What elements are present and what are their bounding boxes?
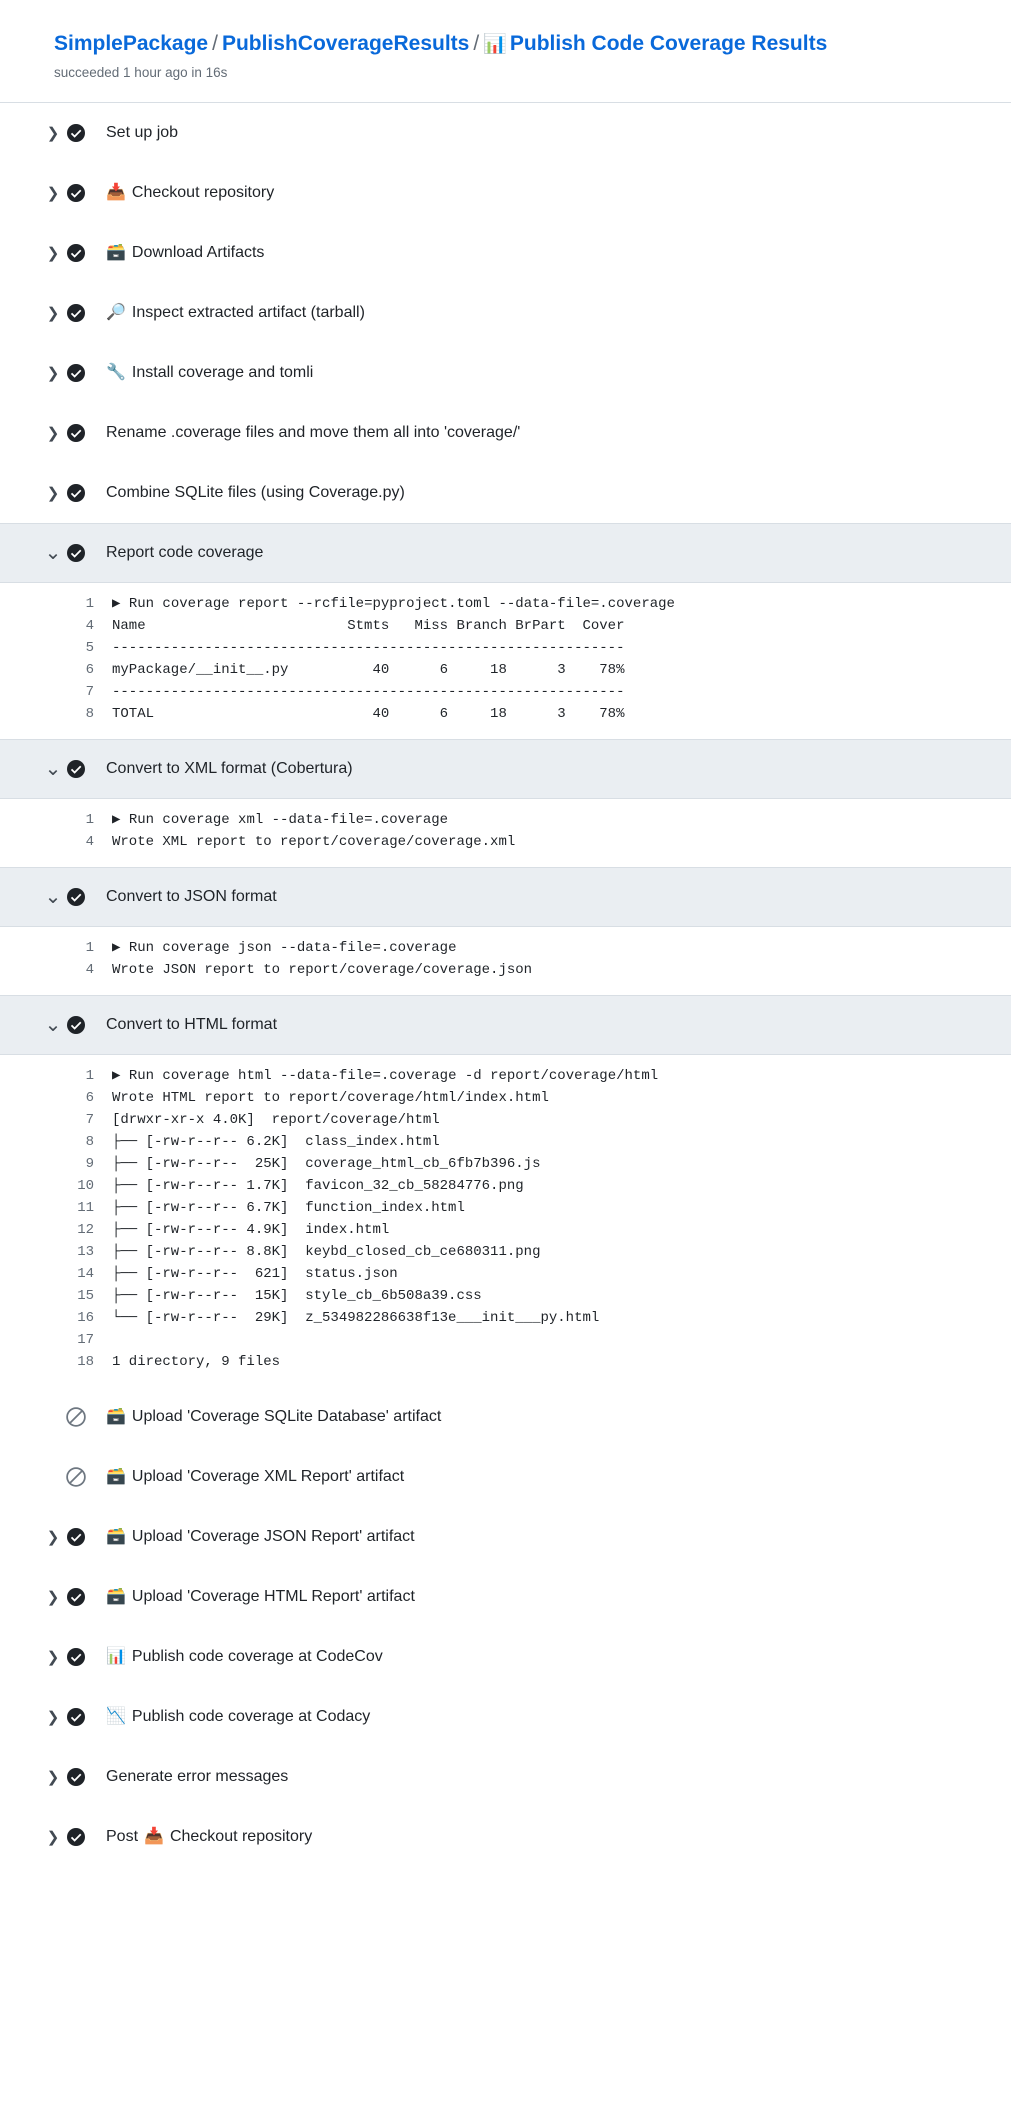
success-check-icon [66, 183, 100, 203]
breadcrumb-separator-2: / [473, 32, 480, 55]
success-check-icon [66, 1527, 100, 1547]
log-line-text: ├── [-rw-r--r-- 8.8K] keybd_closed_cb_ce680311.png [112, 1243, 541, 1260]
log-line-text: Wrote XML report to report/coverage/coverage.xml [112, 833, 516, 850]
log-line [0, 1175, 1011, 1197]
step-label [100, 1828, 312, 1846]
step-label [100, 1708, 370, 1726]
step-label [100, 184, 274, 202]
log-line-number: 12 [77, 1221, 94, 1238]
step-row-convert-to-xml-format-cobertura[interactable] [0, 739, 1011, 799]
step-log-report-code-coverage [0, 583, 1011, 739]
success-check-icon [66, 1015, 100, 1035]
step-name-text: Upload 'Coverage SQLite Database' artifact [131, 1407, 442, 1425]
log-line-text: ------------------------------------------------------------- [112, 639, 625, 656]
log-line [0, 1131, 1011, 1153]
log-line [0, 637, 1011, 659]
log-line-text: myPackage/__init__.py 40 6 18 3 78% [112, 661, 625, 678]
step-emoji-icon: 📊 [106, 1647, 126, 1665]
log-line-number: 1 [85, 1067, 94, 1084]
chevron-right-icon[interactable]: ❯ [46, 1588, 60, 1606]
log-line-number: 6 [85, 661, 94, 678]
step-row-upload-coverage-sqlite-database-artifact[interactable] [0, 1387, 1011, 1447]
step-label [100, 1528, 415, 1546]
step-label [100, 888, 277, 906]
success-check-icon [66, 887, 100, 907]
log-line-number: 13 [77, 1243, 94, 1260]
chevron-right-icon[interactable]: ❯ [46, 424, 60, 442]
success-check-icon [66, 483, 100, 503]
success-check-icon [66, 1827, 100, 1847]
step-name-text: Convert to HTML format [106, 1015, 278, 1033]
chevron-right-icon[interactable]: ❯ [46, 184, 60, 202]
step-label [100, 1588, 415, 1606]
step-name-text: Checkout repository [131, 183, 275, 201]
step-name-text: Inspect extracted artifact (tarball) [131, 303, 365, 321]
log-line-text: ├── [-rw-r--r-- 25K] coverage_html_cb_6fb7b396.js [112, 1155, 541, 1172]
success-check-icon [66, 363, 100, 383]
chevron-right-icon[interactable]: ❯ [46, 1528, 60, 1546]
step-row-publish-code-coverage-at-codacy[interactable] [0, 1687, 1011, 1747]
log-line-number: 4 [85, 617, 94, 634]
chevron-right-icon[interactable]: ❯ [46, 304, 60, 322]
log-line-text: ├── [-rw-r--r-- 6.7K] function_index.html [112, 1199, 465, 1216]
log-line [0, 1351, 1011, 1373]
log-line-number: 8 [85, 705, 94, 722]
log-line [0, 1153, 1011, 1175]
log-line [0, 1219, 1011, 1241]
bar-chart-icon: 📊 [483, 34, 507, 55]
success-check-icon [66, 543, 100, 563]
log-line-number: 1 [85, 939, 94, 956]
log-line-number: 7 [85, 1111, 94, 1128]
log-line-text: ▶ Run coverage html --data-file=.coverage -d report/coverage/html [112, 1067, 659, 1084]
log-line-text: 1 directory, 9 files [112, 1353, 281, 1370]
log-line [0, 593, 1011, 615]
log-line-text: Name Stmts Miss Branch BrPart Cover [112, 617, 625, 634]
log-line [0, 1087, 1011, 1109]
chevron-down-icon[interactable]: ⌄ [44, 542, 62, 565]
step-name-text: Rename .coverage files and move them all into 'coverage/' [106, 423, 521, 441]
breadcrumb [54, 30, 1011, 58]
step-label [100, 760, 353, 778]
step-label [100, 1408, 441, 1426]
step-name-text: Combine SQLite files (using Coverage.py) [106, 483, 405, 501]
step-log-convert-to-json-format [0, 927, 1011, 995]
log-line-number: 7 [85, 683, 94, 700]
step-row-post[interactable] [0, 1807, 1011, 1867]
success-check-icon [66, 243, 100, 263]
log-line [0, 1241, 1011, 1263]
log-line-number: 16 [77, 1309, 94, 1326]
log-line [0, 1065, 1011, 1087]
step-emoji-icon: 🗃️ [106, 1407, 126, 1425]
log-line-number: 1 [85, 595, 94, 612]
job-header [0, 0, 1011, 103]
step-name-text: Set up job [106, 123, 179, 141]
step-row-convert-to-html-format[interactable] [0, 995, 1011, 1055]
step-row-convert-to-json-format[interactable] [0, 867, 1011, 927]
chevron-down-icon[interactable]: ⌄ [44, 1014, 62, 1037]
log-line-number: 4 [85, 833, 94, 850]
log-line [0, 1307, 1011, 1329]
steps-list [0, 103, 1011, 1867]
chevron-right-icon[interactable]: ❯ [46, 1768, 60, 1786]
step-label [100, 544, 263, 562]
log-line [0, 1109, 1011, 1131]
log-line-text: ├── [-rw-r--r-- 15K] style_cb_6b508a39.css [112, 1287, 482, 1304]
log-line [0, 1285, 1011, 1307]
breadcrumb-separator-1: / [212, 32, 218, 55]
success-check-icon [66, 1767, 100, 1787]
skipped-icon [66, 1407, 100, 1427]
step-label [100, 364, 313, 382]
step-row-download-artifacts[interactable] [0, 223, 1011, 283]
success-check-icon [66, 423, 100, 443]
step-emoji-icon: 🗃️ [106, 1467, 126, 1485]
step-row-inspect-extracted-artifact-tarball[interactable] [0, 283, 1011, 343]
log-line-number: 9 [85, 1155, 94, 1172]
step-name-text: Download Artifacts [131, 243, 265, 261]
step-name-text: Upload 'Coverage JSON Report' artifact [131, 1527, 415, 1545]
step-log-convert-to-xml-format-cobertura [0, 799, 1011, 867]
log-line-number: 14 [77, 1265, 94, 1282]
log-line-text: Wrote HTML report to report/coverage/html/index.html [112, 1089, 549, 1106]
success-check-icon [66, 1707, 100, 1727]
step-label [100, 1016, 277, 1034]
log-line-text: [drwxr-xr-x 4.0K] report/coverage/html [112, 1111, 440, 1128]
step-emoji-icon: 🗃️ [106, 243, 126, 261]
log-line-text: ▶ Run coverage xml --data-file=.coverage [112, 811, 449, 828]
log-line-text: ├── [-rw-r--r-- 1.7K] favicon_32_cb_58284776.png [112, 1177, 524, 1194]
chevron-right-icon[interactable]: ❯ [46, 124, 60, 142]
step-row-generate-error-messages[interactable] [0, 1747, 1011, 1807]
chevron-right-icon[interactable]: ❯ [46, 1648, 60, 1666]
step-emoji-icon: 📉 [106, 1707, 126, 1725]
step-emoji-icon: 🗃️ [106, 1587, 126, 1605]
step-label [100, 1468, 404, 1486]
step-name-text: Post [106, 1827, 139, 1845]
step-row-install-coverage-and-tomli[interactable] [0, 343, 1011, 403]
log-line-number: 6 [85, 1089, 94, 1106]
log-line [0, 1197, 1011, 1219]
breadcrumb-job[interactable]: Publish Code Coverage Results [509, 32, 828, 55]
step-emoji-icon: 📥 [106, 183, 126, 201]
step-name-text: Publish code coverage at Codacy [131, 1707, 371, 1725]
chevron-right-icon[interactable]: ❯ [46, 1708, 60, 1726]
step-label [100, 424, 520, 442]
chevron-right-icon[interactable]: ❯ [46, 484, 60, 502]
step-name-text: Convert to XML format (Cobertura) [106, 759, 353, 777]
step-name-text: Install coverage and tomli [131, 363, 314, 381]
step-name-text: Report code coverage [106, 543, 264, 561]
log-line-number: 5 [85, 639, 94, 656]
chevron-right-icon[interactable]: ❯ [46, 244, 60, 262]
log-line [0, 681, 1011, 703]
success-check-icon [66, 1647, 100, 1667]
breadcrumb-workflow[interactable]: PublishCoverageResults [221, 32, 470, 55]
step-label [100, 1768, 288, 1786]
log-line [0, 809, 1011, 831]
step-row-checkout-repository[interactable] [0, 163, 1011, 223]
breadcrumb-repo[interactable]: SimplePackage [54, 32, 209, 55]
log-line-text: TOTAL 40 6 18 3 78% [112, 705, 625, 722]
step-emoji-icon: 🔎 [106, 303, 126, 321]
log-line-number: 10 [77, 1177, 94, 1194]
step-name-text: Convert to JSON format [106, 887, 277, 905]
step-label [100, 244, 264, 262]
step-emoji-icon: 🔧 [106, 363, 126, 381]
step-label [100, 124, 178, 142]
step-name-text: Upload 'Coverage XML Report' artifact [131, 1467, 405, 1485]
step-row-rename-coverage-files-and-move-them-all-into-cov[interactable] [0, 403, 1011, 463]
log-line-text: ▶ Run coverage report --rcfile=pyproject.toml --data-file=.coverage [112, 595, 675, 612]
log-line [0, 1329, 1011, 1351]
skipped-icon [66, 1467, 100, 1487]
log-line-text: ├── [-rw-r--r-- 6.2K] class_index.html [112, 1133, 440, 1150]
step-log-convert-to-html-format [0, 1055, 1011, 1387]
chevron-down-icon[interactable]: ⌄ [44, 886, 62, 909]
log-line [0, 831, 1011, 853]
step-suffix-text: Checkout repository [169, 1827, 313, 1845]
chevron-down-icon[interactable]: ⌄ [44, 758, 62, 781]
log-line-text: Wrote JSON report to report/coverage/coverage.json [112, 961, 533, 978]
chevron-right-icon[interactable]: ❯ [46, 1828, 60, 1846]
chevron-right-icon[interactable]: ❯ [46, 364, 60, 382]
log-line-number: 17 [77, 1331, 94, 1348]
log-line-number: 8 [85, 1133, 94, 1150]
log-line-number: 1 [85, 811, 94, 828]
log-line [0, 615, 1011, 637]
step-name-text: Upload 'Coverage HTML Report' artifact [131, 1587, 415, 1605]
log-line-text: ▶ Run coverage json --data-file=.coverage [112, 939, 457, 956]
log-line [0, 937, 1011, 959]
log-line-number: 4 [85, 961, 94, 978]
step-label [100, 1648, 383, 1666]
log-line-text: ├── [-rw-r--r-- 621] status.json [112, 1265, 398, 1282]
step-row-publish-code-coverage-at-codecov[interactable] [0, 1627, 1011, 1687]
step-name-text: Publish code coverage at CodeCov [131, 1647, 383, 1665]
log-line-text: └── [-rw-r--r-- 29K] z_534982286638f13e___init___py.html [112, 1309, 600, 1326]
log-line [0, 959, 1011, 981]
log-line [0, 659, 1011, 681]
log-line [0, 703, 1011, 725]
step-row-report-code-coverage[interactable] [0, 523, 1011, 583]
step-label [100, 304, 365, 322]
success-check-icon [66, 1587, 100, 1607]
job-status-text: succeeded 1 hour ago in 16s [54, 64, 228, 80]
log-line-number: 11 [77, 1199, 94, 1216]
step-name-text: Generate error messages [106, 1767, 289, 1785]
log-line-number: 18 [77, 1353, 94, 1370]
success-check-icon [66, 759, 100, 779]
step-row-upload-coverage-json-report-artifact[interactable] [0, 1507, 1011, 1567]
log-line [0, 1263, 1011, 1285]
success-check-icon [66, 123, 100, 143]
step-row-upload-coverage-xml-report-artifact[interactable] [0, 1447, 1011, 1507]
step-label [100, 484, 405, 502]
step-emoji-icon: 🗃️ [106, 1527, 126, 1545]
log-line-text: ------------------------------------------------------------- [112, 683, 625, 700]
step-row-set-up-job[interactable] [0, 103, 1011, 163]
step-row-combine-sqlite-files-using-coverage-py[interactable] [0, 463, 1011, 523]
log-line-text: ├── [-rw-r--r-- 4.9K] index.html [112, 1221, 390, 1238]
success-check-icon [66, 303, 100, 323]
log-line-number: 15 [77, 1287, 94, 1304]
step-row-upload-coverage-html-report-artifact[interactable] [0, 1567, 1011, 1627]
step-emoji-icon: 📥 [144, 1827, 164, 1845]
